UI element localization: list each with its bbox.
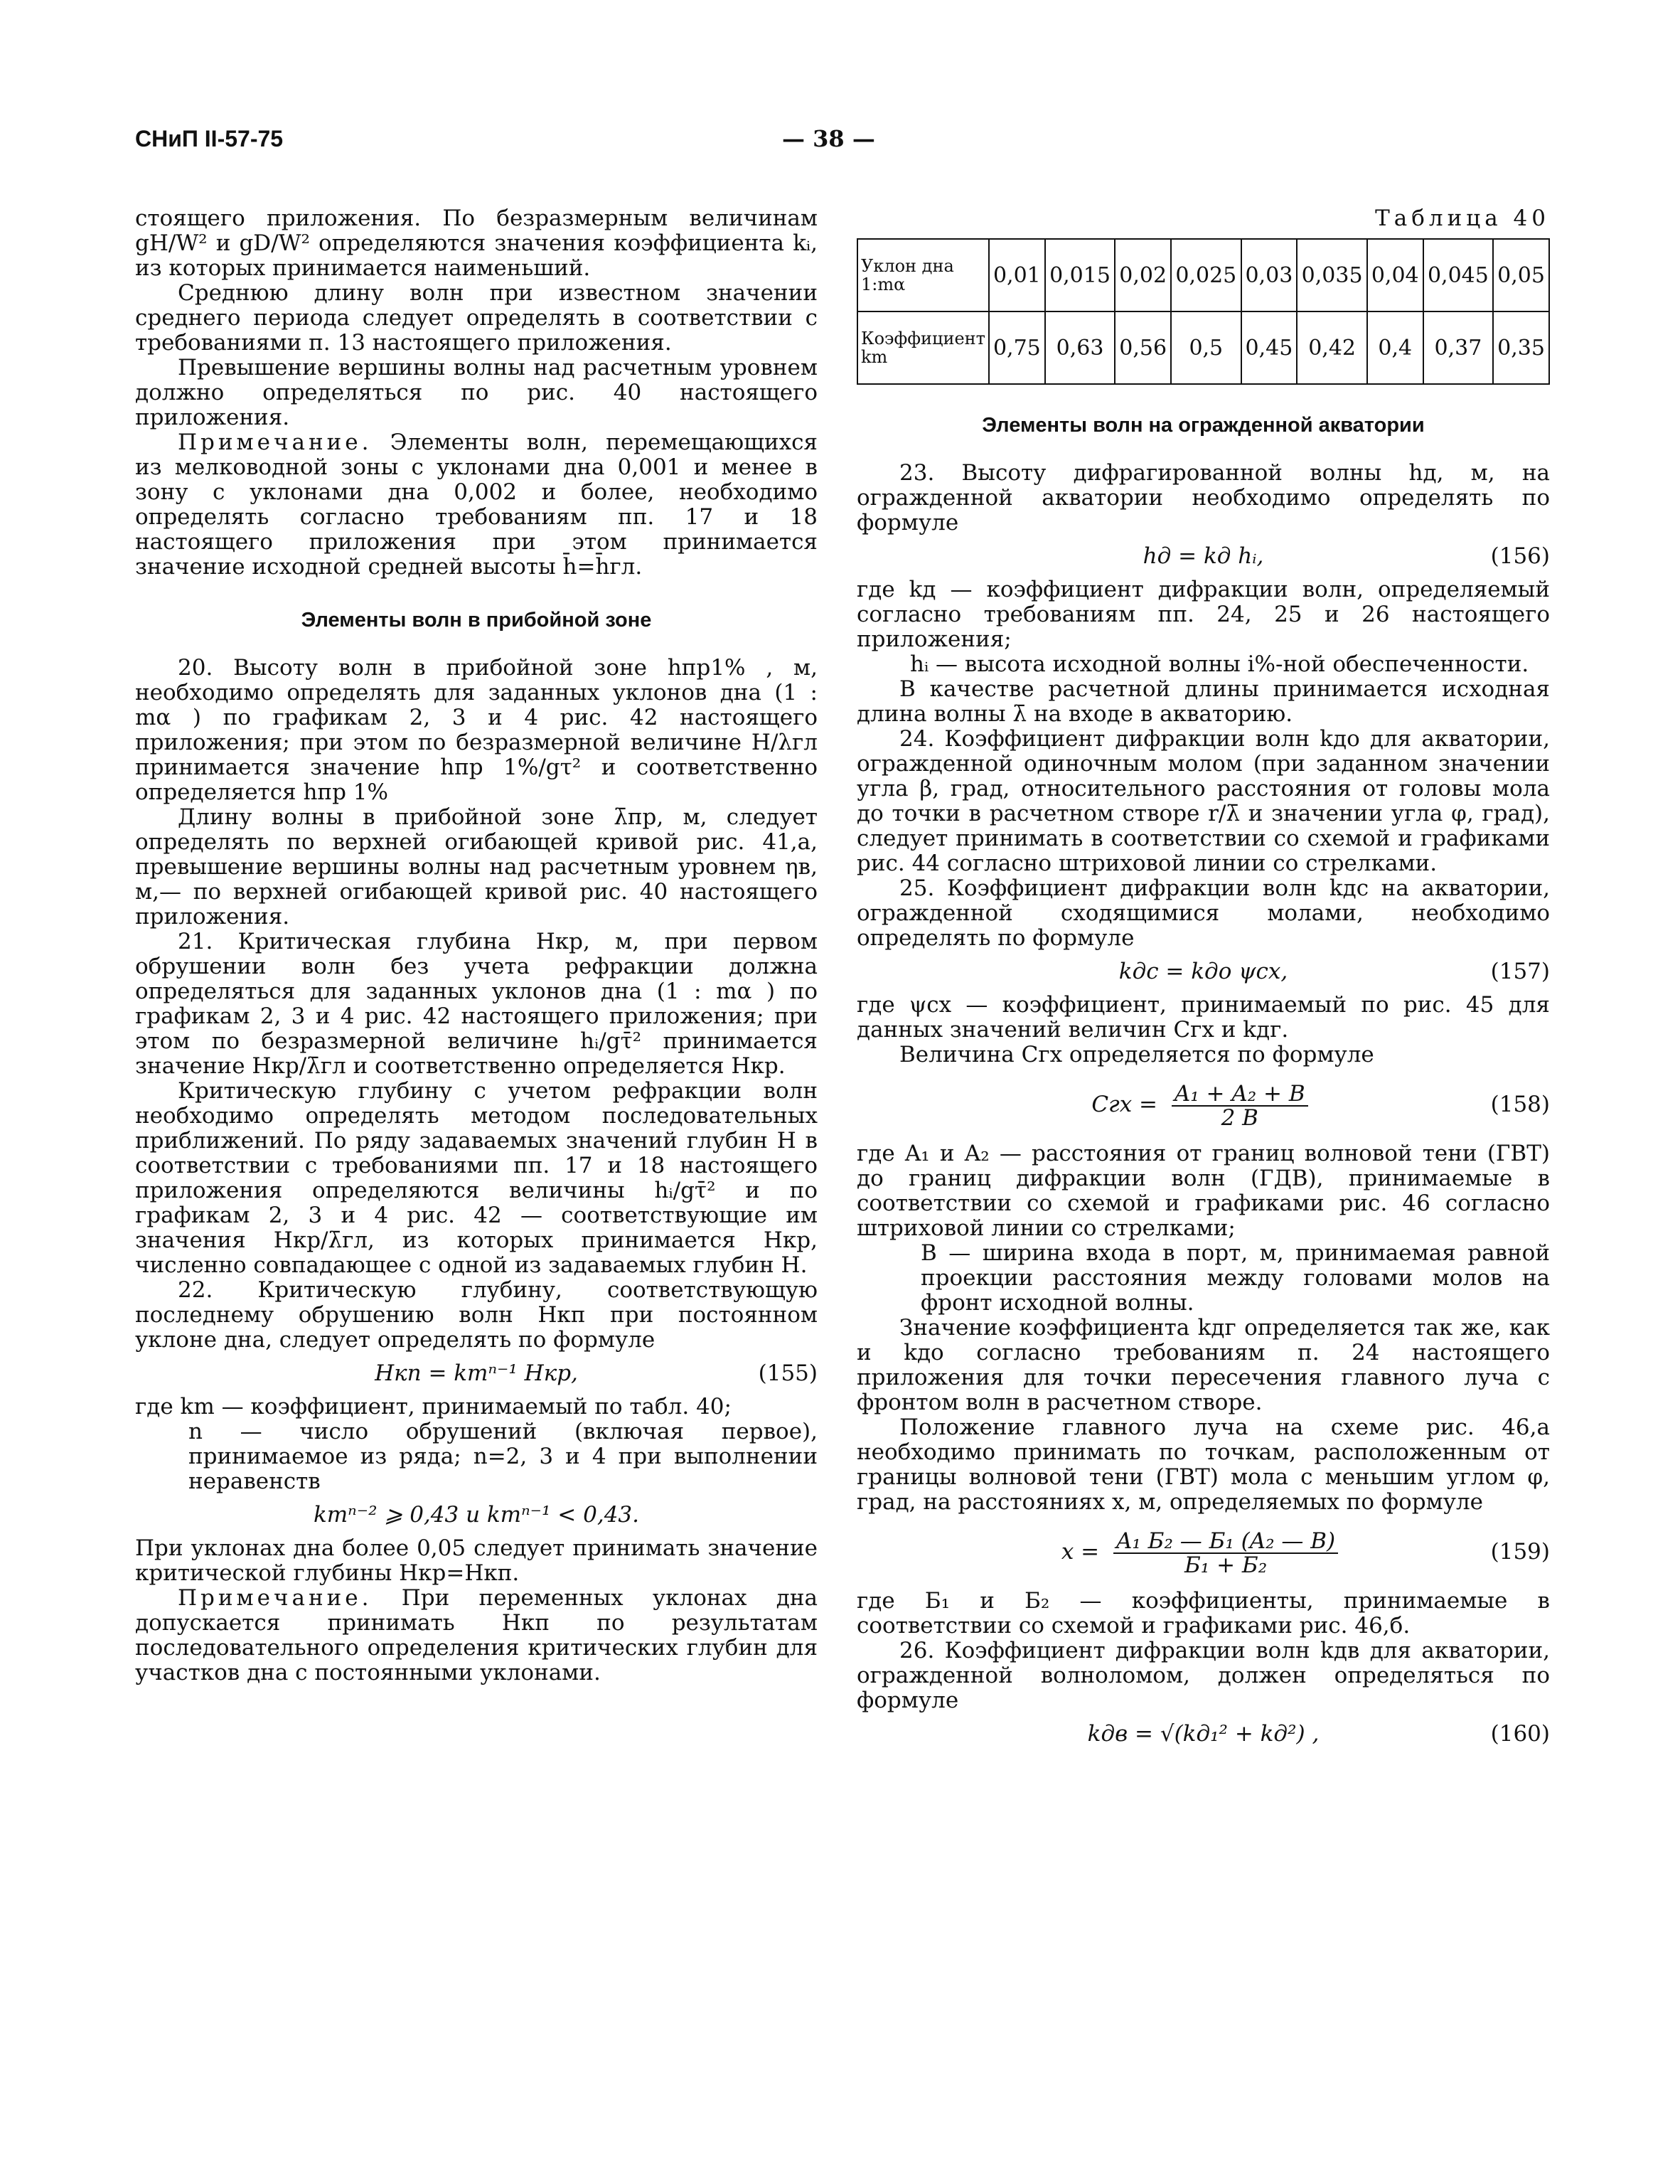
table-40 [857, 238, 1550, 385]
formula-number: (155) [758, 1360, 818, 1386]
formula-definition: где ψсх — коэффициент, принимаемый по рис. 45 для данных значений величин Cгх и kдг. [857, 992, 1550, 1043]
formula-definition: где kд — коэффициент дифракции волн, определяемый согласно требованиям пп. 24, 25 и 26 настоящего приложения; [857, 577, 1550, 652]
table-cell: 0,025 [1171, 239, 1241, 311]
formula-160 [857, 1722, 1550, 1747]
formula-definition: где Б₁ и Б₂ — коэффициенты, принимаемые в соответствии со схемой и графиками рис. 46,б. [857, 1588, 1550, 1639]
table-cell: 0,5 [1171, 311, 1241, 384]
paragraph: 25. Коэффициент дифракции волн kдс на акватории, огражденной сходящимися молами, необходимо определять по формуле [857, 875, 1550, 951]
formula-159 [857, 1523, 1550, 1580]
formula-155 [135, 1361, 818, 1386]
table-cell: 0,05 [1493, 239, 1549, 311]
table-cell: 0,01 [989, 239, 1045, 311]
note-text: Элементы волн, перемещающихся из мелководной зоны с уклонами дна 0,001 и менее в зону с уклонами дна 0,002 и более, необходимо определять согласно требованиям пп. 17 и 18 настоящего приложения при этом принимается значение исходной средней высоты h̄=h̄гл. [135, 430, 818, 580]
formula-157 [857, 959, 1550, 984]
section-heading: Элементы волн в прибойной зоне [301, 609, 652, 632]
formula-number: (159) [1490, 1539, 1550, 1565]
section-heading: Элементы волн на огражденной акватории [982, 414, 1425, 437]
table-cell: 0,35 [1493, 311, 1549, 384]
paragraph: Среднюю длину волн при известном значении среднего периода следует определять в соответствии с требованиями п. 13 настоящего приложения. [135, 280, 818, 356]
fraction-numerator: A₁ Б₂ — Б₁ (A₂ — B) [1113, 1530, 1338, 1554]
note [135, 1586, 818, 1685]
table-cell: 0,03 [1241, 239, 1298, 311]
paragraph: 24. Коэффициент дифракции волн kдо для акватории, огражденной одиночным молом (при заданном значении угла β, град, относительного расстояния от головы мола до точки в расчетном створе r/λ̄ и значении угла φ, град), следует принимать в соответствии со схемой и графиками рис. 44 согласно штриховой линии со стрелками. [857, 726, 1550, 876]
paragraph: Величина Cгх определяется по формуле [899, 1042, 1374, 1067]
formula-number: (156) [1490, 543, 1550, 569]
table-cell: 0,045 [1423, 239, 1493, 311]
table-cell: 0,45 [1241, 311, 1298, 384]
paragraph: При уклонах дна более 0,05 следует принимать значение критической глубины Hкр=Hкп. [135, 1535, 818, 1586]
right-column [857, 206, 1550, 1755]
paragraph: 21. Критическая глубина Hкр, м, при первом обрушении волн без учета рефракции должна определяться для заданных уклонов дна (1 : mα ) по графикам 2, 3 и 4 рис. 42 настоящего приложения; при этом по безразмерной величине hᵢ/gτ̄² принимается значение Hкр/λ̄гл и соответственно определяется Hкр. [135, 929, 818, 1079]
page-header [135, 127, 1550, 158]
formula-expression: Hкп = kmⁿ⁻¹ Hкр, [375, 1360, 578, 1386]
fraction [1172, 1082, 1308, 1129]
formula-number: (157) [1490, 959, 1550, 984]
formula-definition: где A₁ и A₂ — расстояния от границ волновой тени (ГВТ) до границ дифракции волн (ГДВ), принимаемые в соответствии со схемой и графиками рис. 46 согласно штриховой линии со стрелками; [857, 1141, 1550, 1241]
note-label: Примечание. [178, 1585, 373, 1611]
table-cell: 0,75 [989, 311, 1045, 384]
inequality-expression: kmⁿ⁻² ⩾ 0,43 и kmⁿ⁻¹ < 0,43. [313, 1502, 639, 1528]
document-code: СНиП II-57-75 [135, 126, 284, 151]
formula-156 [857, 544, 1550, 569]
fraction-denominator: 2 B [1221, 1104, 1258, 1131]
table-cell: 0,42 [1297, 311, 1366, 384]
formula-number: (160) [1490, 1721, 1550, 1747]
table-title: Таблица 40 [1375, 206, 1550, 231]
formula-definition: hᵢ — высота исходной волны i%-ной обеспеченности. [910, 651, 1529, 677]
inequality [135, 1503, 818, 1528]
table-row-label: Коэффициент km [857, 311, 989, 384]
formula-definition: где km — коэффициент, принимаемый по табл. 40; [135, 1394, 732, 1419]
table-cell: 0,02 [1115, 239, 1171, 311]
paragraph: Критическую глубину с учетом рефракции волн необходимо определять методом последовательных приближений. По ряду задаваемых значений глубин H в соответствии с требованиями пп. 17 и 18 настоящего приложения определяются величины hᵢ/gτ̄² и по графикам 2, 3 и 4 рис. 42 — соответствующие им значения Hкр/λ̄гл, из которых принимается Hкр, численно совпадающее с одной из задаваемых глубин H. [135, 1078, 818, 1278]
formula-158 [857, 1076, 1550, 1133]
note-label: Примечание. [178, 430, 373, 455]
formula-lhs: Cгх = [1091, 1092, 1158, 1117]
table-cell: 0,04 [1367, 239, 1423, 311]
table-row-label: Уклон дна 1:mα [857, 239, 989, 311]
fraction [1113, 1530, 1338, 1577]
fraction-denominator: Б₁ + Б₂ [1184, 1552, 1268, 1578]
note [135, 430, 818, 580]
table-row [857, 239, 1549, 311]
formula-lhs: x = [1061, 1539, 1100, 1565]
paragraph: Положение главного луча на схеме рис. 46,а необходимо принимать по точкам, расположенным от границы волновой тени (ГВТ) мола с меньшим углом φ, град, на расстояниях x, м, определяемых по формуле [857, 1415, 1550, 1515]
page-number: — 38 — [782, 125, 875, 152]
formula-expression: kдс = kдо ψсх, [1118, 959, 1288, 984]
intro-paragraph: стоящего приложения. По безразмерным величинам gH/W² и gD/W² определяются значения коэффициента kᵢ, из которых принимается наименьший. [135, 206, 818, 281]
fraction-numerator: A₁ + A₂ + B [1172, 1082, 1308, 1107]
paragraph: Длину волны в прибойной зоне λ̄пр, м, следует определять по верхней огибающей кривой рис. 41,а, превышение вершины волны над расчетным уровнем ηв, м,— по верхней огибающей кривой рис. 40 настоящего приложения. [135, 804, 818, 929]
formula-expression: hд = kд hᵢ, [1143, 543, 1264, 569]
paragraph: Значение коэффициента kдг определяется так же, как и kдо согласно требованиям п. 24 настоящего приложения для точки пересечения главного луча с фронтом волн в расчетном створе. [857, 1315, 1550, 1415]
paragraph: 26. Коэффициент дифракции волн kдв для акватории, огражденной волноломом, должен определяться по формуле [857, 1638, 1550, 1713]
paragraph: В качестве расчетной длины принимается исходная длина волны λ̄ на входе в акваторию. [857, 676, 1550, 727]
formula-definition: n — число обрушений (включая первое), принимаемое из ряда; n=2, 3 и 4 при выполнении неравенств [188, 1419, 818, 1494]
table-row [857, 311, 1549, 384]
paragraph: Превышение вершины волны над расчетным уровнем должно определяться по рис. 40 настоящего приложения. [135, 355, 818, 430]
table-cell: 0,4 [1367, 311, 1423, 384]
note-text: При переменных уклонах дна допускается принимать Hкп по результатам последовательного определения критических глубин для участков дна с постоянными уклонами. [135, 1585, 818, 1685]
table-cell: 0,035 [1297, 239, 1366, 311]
table-cell: 0,37 [1423, 311, 1493, 384]
formula-definition: B — ширина входа в порт, м, принимаемая равной проекции расстояния между головами молов на фронт исходной волны. [921, 1240, 1550, 1316]
left-column [135, 206, 818, 1685]
formula-expression: kдв = √(kд₁² + kд²) , [1087, 1721, 1320, 1747]
formula-number: (158) [1490, 1092, 1550, 1117]
paragraph: 23. Высоту дифрагированной волны hд, м, на огражденной акватории необходимо определять по формуле [857, 460, 1550, 536]
table-cell: 0,015 [1045, 239, 1115, 311]
paragraph: 20. Высоту волн в прибойной зоне hпр1% , м, необходимо определять для заданных уклонов дна (1 : mα ) по графикам 2, 3 и 4 рис. 42 настоящего приложения; при этом по безразмерной величине H/λгл принимается значение hпр 1%/gτ² и соответственно определяется hпр 1% [135, 655, 818, 805]
paragraph: 22. Критическую глубину, соответствующую последнему обрушению волн Hкп при постоянном уклоне дна, следует определять по формуле [135, 1277, 818, 1353]
table-cell: 0,56 [1115, 311, 1171, 384]
table-cell: 0,63 [1045, 311, 1115, 384]
